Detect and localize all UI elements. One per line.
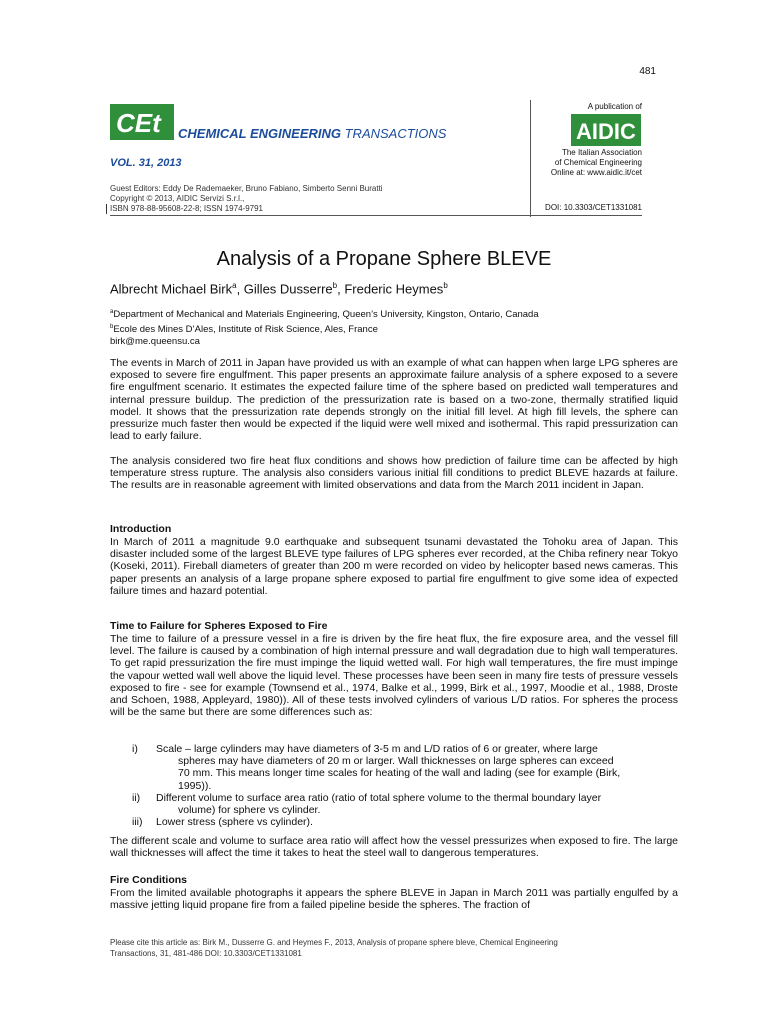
journal-title-bold: CHEMICAL ENGINEERING xyxy=(178,126,341,141)
list-number: i) xyxy=(132,743,138,755)
citation-line: Transactions, 31, 481-486 DOI: 10.3303/CET1331081 xyxy=(110,949,302,958)
aidic-logo-text: AIDIC xyxy=(576,119,636,144)
author-name: Frederic Heymes xyxy=(344,281,444,297)
association-info xyxy=(551,148,642,178)
author-name: Albrecht Michael Birk xyxy=(110,281,233,297)
time-to-failure-paragraph: The different scale and volume to surface area ratio will affect how the vessel pressurizes when exposed to fire. The large wall thicknesses will affect the time it takes to heat the steel wall to dangerous temperatures. xyxy=(110,835,678,860)
time-to-failure-paragraph: The time to failure of a pressure vessel in a fire is driven by the fire heat flux, the fire exposure area, and the vessel fill level. The failure is caused by a combination of high internal pressure and wall degradation due to high wall temperatures. To get rapid pressurization the fire must impinge the liquid wetted wall. For high wall temperatures, the fire must impinge the vapour wetted wall well above the liquid level. These processes have been seen in many fire tests of pressure vessels exposed to fire - see for example (Townsend et al., 1974, Balke et al., 1999, Birk et al., 1997, Moodie et al., 1988, Droste and Schoen, 1988, Appleyard, 1980)). All of these tests involved cylinders of various L/D ratios. For spheres the process will be the same but there are some differences such as: xyxy=(110,633,678,719)
guest-editors: Guest Editors: Eddy De Rademaeker, Bruno Fabiano, Simberto Senni Buratti xyxy=(110,184,383,193)
list-text: spheres may have diameters of 20 m or larger. Wall thicknesses on large spheres can exceed xyxy=(178,755,614,768)
association-link[interactable]: Online at: www.aidic.it/cet xyxy=(550,168,642,177)
affiliations xyxy=(110,306,539,348)
introduction-paragraph: In March of 2011 a magnitude 9.0 earthquake and subsequent tsunami devastated the Tohoku area of Japan. This disaster included some of the largest BLEVE type failures of LPG spheres ever recorded, at the Chiba refinery near Tokyo (Koseki, 2011). Fireball diameters of greater than 200 m were recorded on video by helicopter based news cameras. This paper presents an analysis of a large propane sphere exposed to partial fire engulfment to give some idea of expected failure times and hazard potential. xyxy=(110,536,678,597)
abstract-paragraph: The events in March of 2011 in Japan have provided us with an example of what can happen when large LPG spheres are exposed to severe fire engulfment. This paper presents an approximate failure analysis of a sphere exposed to a severe fire engulfment scenario. It estimates the expected failure time of the sphere based on predicted wall temperatures and internal pressure buildup. The prediction of the pressurization rate is based on a two-zone, thermally stratified liquid model. It shows that the pressurization rate depends strongly on the initial fill level. At high fill levels, the sphere can pressurize much faster then would be expected if the liquid were well mixed and isothermal. This rapid pressurization can lead to early failure. xyxy=(110,357,678,443)
logo-text: CEt xyxy=(116,108,161,138)
citation-line: Please cite this article as: Birk M., Dusserre G. and Heymes F., 2013, Analysis of propane sphere bleve, Chemical Engineering xyxy=(110,938,558,947)
author-email[interactable]: birk@me.queensu.ca xyxy=(110,336,200,348)
section-heading-time-to-failure: Time to Failure for Spheres Exposed to Fire xyxy=(110,620,328,632)
list-item-continuation xyxy=(110,804,678,816)
list-text: 1995)). xyxy=(178,779,212,792)
association-line: The Italian Association xyxy=(561,148,642,157)
affiliation-text: Department of Mechanical and Materials Engineering, Queen’s University, Kingston, Ontario, Canada xyxy=(113,309,539,321)
page-number: 481 xyxy=(639,66,656,77)
differences-list xyxy=(110,743,678,828)
header-divider xyxy=(110,215,642,216)
abstract-paragraph: The analysis considered two fire heat flux conditions and shows how prediction of failure time can be affected by high temperature stress rupture. The analysis also considers various initial fill conditions to predict BLEVE hazards at failure. The results are in reasonable agreement with limited observations and data from the March 2011 incident in Japan. xyxy=(110,455,678,492)
author-separator: , xyxy=(236,281,244,297)
doi[interactable]: DOI: 10.3303/CET1331081 xyxy=(545,203,642,212)
list-text: Scale – large cylinders may have diameters of 3-5 m and L/D ratios of 6 or greater, where large xyxy=(156,743,598,755)
aidic-logo xyxy=(571,114,641,146)
list-text: Different volume to surface area ratio (ratio of total sphere volume to the thermal boundary layer xyxy=(156,791,602,804)
author-sup: a xyxy=(232,281,237,290)
author-sup: b xyxy=(443,281,448,290)
author-list xyxy=(110,281,448,296)
list-number: iii) xyxy=(132,816,143,829)
journal-title xyxy=(178,126,446,141)
section-heading-fire-conditions: Fire Conditions xyxy=(110,874,187,886)
affiliation-sup: b xyxy=(110,324,114,331)
author-separator: , xyxy=(337,281,345,297)
list-item-continuation xyxy=(110,755,678,792)
volume: VOL. 31, 2013 xyxy=(110,157,182,169)
list-item xyxy=(110,816,678,828)
publication-label: A publication of xyxy=(587,102,642,111)
list-text: 70 mm. This means longer time scales for heating of the wall and lading (see for example (Birk, xyxy=(178,767,621,780)
author-sup: b xyxy=(332,281,338,290)
list-item xyxy=(110,792,678,804)
affiliation-sup: a xyxy=(110,309,114,315)
citation-footer xyxy=(110,937,650,959)
affiliation-text: Ecole des Mines D’Ales, Institute of Risk Science, Ales, France xyxy=(113,324,378,336)
author-name: Gilles Dusserre xyxy=(243,281,333,297)
list-number: ii) xyxy=(132,791,141,804)
paper-title: Analysis of a Propane Sphere BLEVE xyxy=(216,248,552,270)
isbn: ISBN 978-88-95608-22-8; ISSN 1974-9791 xyxy=(106,204,383,214)
editorial-info xyxy=(110,184,383,214)
copyright: Copyright © 2013, AIDIC Servizi S.r.l., xyxy=(110,194,245,203)
list-item xyxy=(110,743,678,755)
section-heading-introduction: Introduction xyxy=(110,523,172,535)
list-text: volume) for sphere vs cylinder. xyxy=(178,803,321,816)
journal-title-rest: TRANSACTIONS xyxy=(341,126,447,141)
cet-logo xyxy=(110,104,174,140)
affiliation xyxy=(110,321,539,336)
list-text: Lower stress (sphere vs cylinder). xyxy=(156,816,313,829)
affiliation xyxy=(110,306,539,321)
fire-conditions-paragraph: From the limited available photographs it appears the sphere BLEVE in Japan in March 2011 was partially engulfed by a massive jetting liquid propane fire from a failed pipeline beside the spheres. The fraction of xyxy=(110,887,678,912)
association-line: of Chemical Engineering xyxy=(554,158,642,167)
